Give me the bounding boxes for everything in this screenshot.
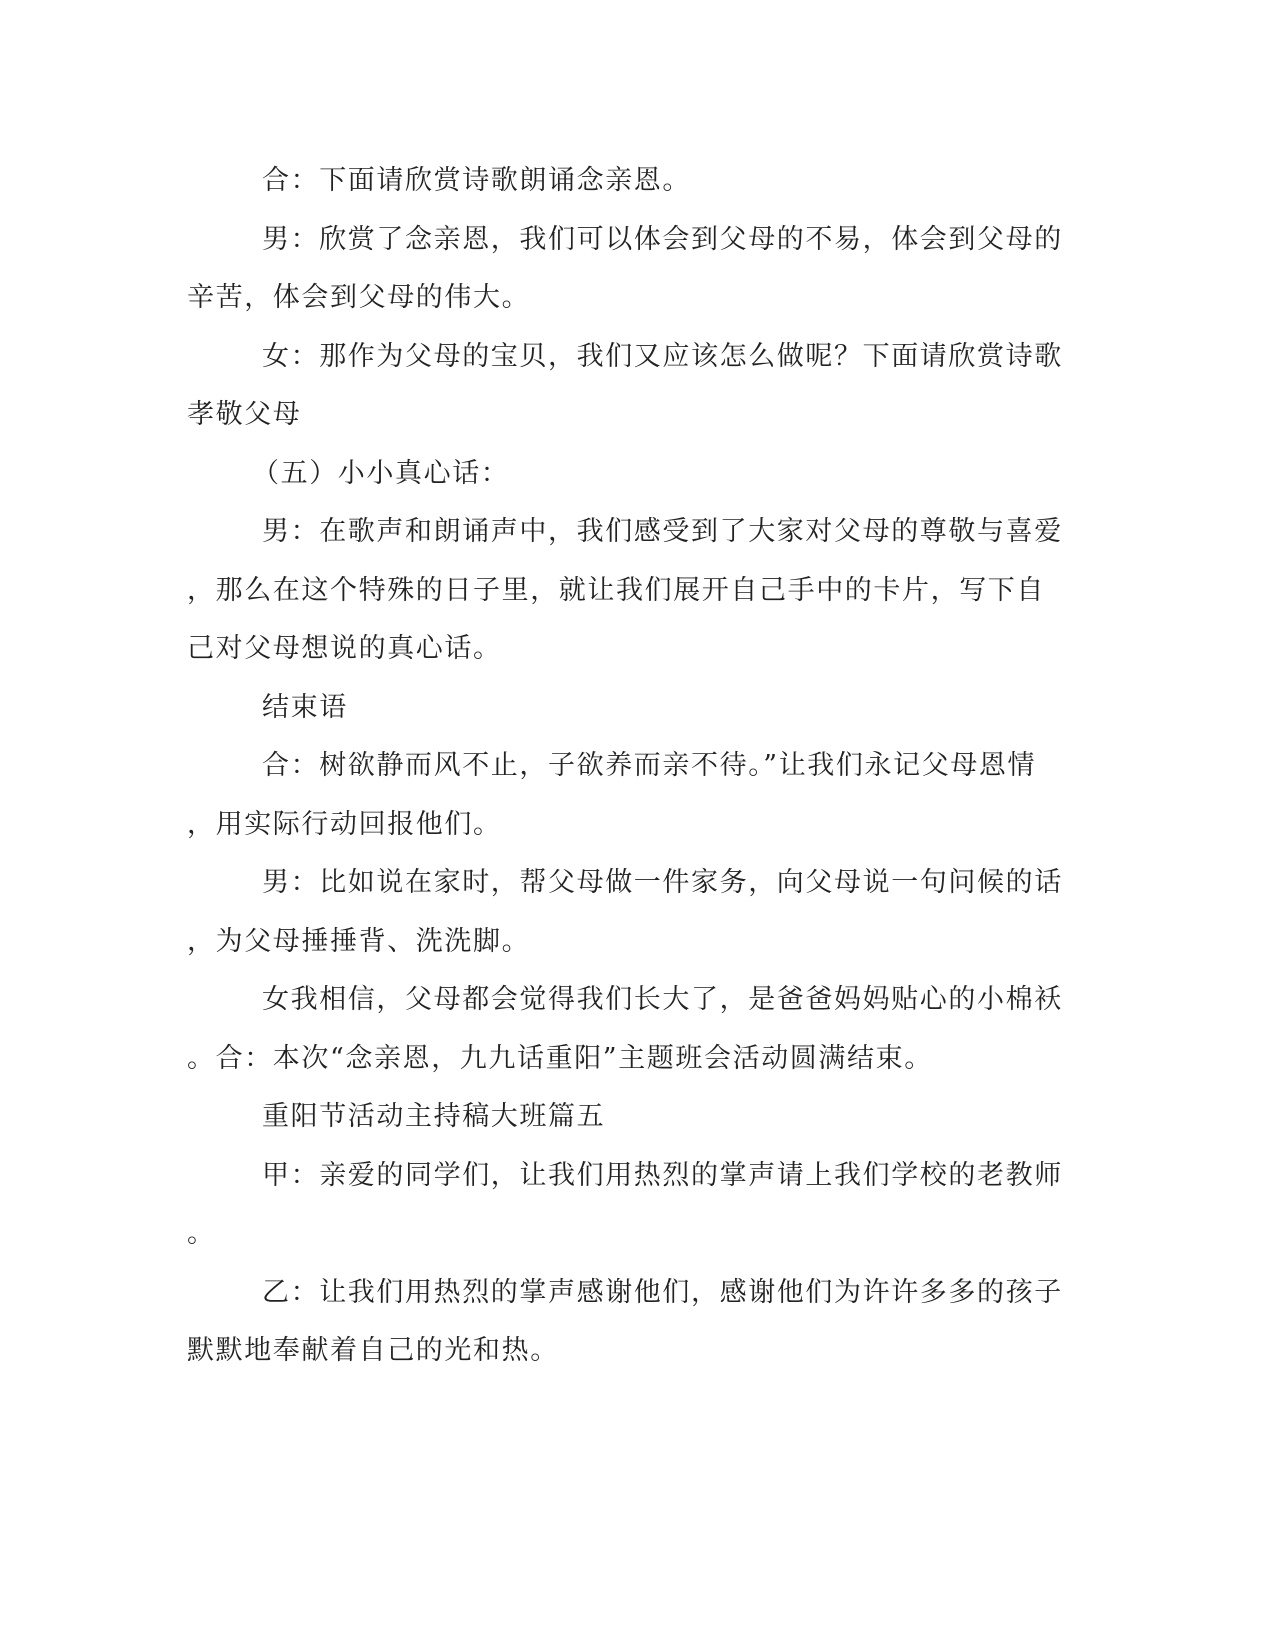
paragraph-line: ，那么在这个特殊的日子里，就让我们展开自己手中的卡片，写下自 bbox=[187, 575, 1045, 606]
paragraph-line: ，用实际行动回报他们。 bbox=[187, 809, 502, 840]
paragraph-line: 男：欣赏了念亲恩，我们可以体会到父母的不易，体会到父母的 bbox=[262, 224, 1063, 255]
paragraph-line: 默默地奉献着自己的光和热。 bbox=[187, 1335, 559, 1366]
paragraph-line: 合：树欲静而风不止，子欲养而亲不待。”让我们永记父母恩情 bbox=[262, 750, 1037, 781]
paragraph-line: 孝敬父母 bbox=[187, 399, 302, 430]
paragraph-line: 乙：让我们用热烈的掌声感谢他们，感谢他们为许许多多的孩子 bbox=[262, 1277, 1063, 1308]
paragraph-line: 女我相信，父母都会觉得我们长大了，是爸爸妈妈贴心的小棉袄 bbox=[262, 984, 1063, 1015]
paragraph-line: 辛苦，体会到父母的伟大。 bbox=[187, 282, 531, 313]
paragraph-line: ，为父母捶捶背、洗洗脚。 bbox=[187, 926, 531, 957]
paragraph-line: 合：下面请欣赏诗歌朗诵念亲恩。 bbox=[262, 165, 691, 196]
paragraph-line: 女：那作为父母的宝贝，我们又应该怎么做呢？下面请欣赏诗歌 bbox=[262, 341, 1063, 372]
paragraph-line: 甲：亲爱的同学们，让我们用热烈的掌声请上我们学校的老教师 bbox=[262, 1160, 1063, 1191]
section-heading: 重阳节活动主持稿大班篇五 bbox=[262, 1101, 606, 1132]
paragraph-line: 己对父母想说的真心话。 bbox=[187, 633, 502, 664]
paragraph-line: 男：在歌声和朗诵声中，我们感受到了大家对父母的尊敬与喜爱 bbox=[262, 516, 1063, 547]
paragraph-line: 。合：本次“念亲恩，九九话重阳”主题班会活动圆满结束。 bbox=[187, 1043, 933, 1074]
paragraph-line: 男：比如说在家时，帮父母做一件家务，向父母说一句问候的话 bbox=[262, 867, 1063, 898]
section-heading: （五）小小真心话： bbox=[252, 458, 510, 489]
paragraph-line: 。 bbox=[187, 1218, 216, 1249]
section-heading: 结束语 bbox=[262, 692, 348, 723]
